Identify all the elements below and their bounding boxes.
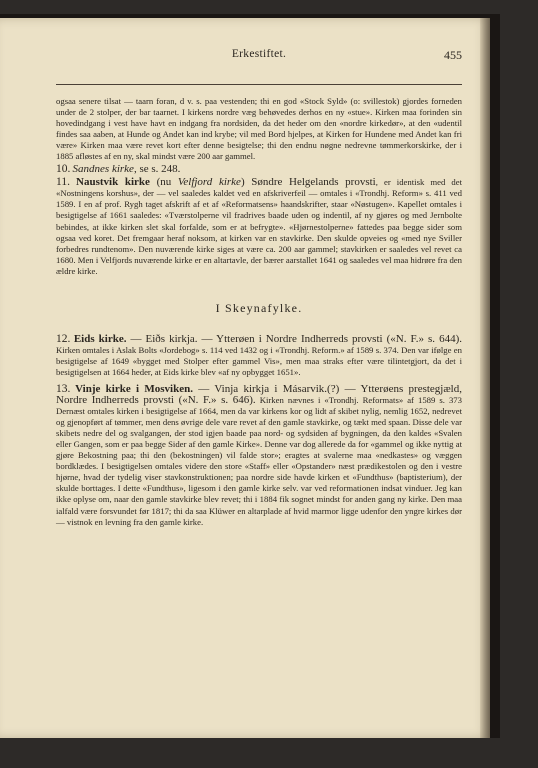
- church-alt-name: Velfjord kirke: [177, 176, 241, 189]
- entry-reference: , se s. 248.: [133, 163, 181, 176]
- entry-12: [56, 334, 462, 378]
- entry-body: Kirken omtales i Aslak Bolts «Jordebog» s. 114 ved 1432 og i «Trondhj. Reform.» af 1589 s. 374. Den var ifølge en besigtigelse af 1649 «bygget med Stolper efter gammel Vis», men maa straks efter være tilintetgjort, da det i besigtigelsen at 1664 heder, at Eids kirke blev «af ny opbygget 1651».: [56, 344, 462, 377]
- church-name: Vinje kirke i Mosviken.: [75, 382, 193, 395]
- entry-number: 13.: [56, 382, 71, 395]
- header-rule: [56, 84, 462, 85]
- page-spine-shadow: [480, 18, 490, 738]
- entry-paren-open: (nu: [149, 176, 178, 189]
- entry-10: [56, 164, 462, 175]
- body-text: [56, 96, 462, 528]
- church-name: Eids kirke.: [73, 332, 127, 345]
- section-title: I Skeynafylke.: [215, 300, 303, 315]
- running-title: Erkestiftet.: [231, 48, 287, 60]
- church-name: Sandnes kirke: [72, 163, 134, 176]
- page-number: 455: [444, 48, 462, 62]
- entry-number: 12.: [56, 332, 71, 345]
- paragraph-continuation: ogsaa senere tilsat — taarn foran, d v. s. paa vestenden; thi en god «Stock Syld» (o: svillestok) gjordes forneden under de 2 stolper, der bar taarnet. I kirkens nordre væg behøvedes derhos en ny «stue». Kirken maa forinden sin hovedindgang i vest have havt en indgang fra nordsiden, da det heder om den «nordre kirkedør», at den «udentil findes saa aaben, at Hunde og Andet kan ind krybe; vil med Bord hjelpes, at Kirken for Hundene med Andet kan fri være» Kirken maa være revet kort efter denne besigtelse; thi den endnu nøgne nedrevne tømmerkorskirke, der i 1885 afløstes af en ny, skal mindst være 200 aar gammel.: [56, 96, 462, 162]
- entry-provsti: ) Søndre Helgelands provsti: [240, 176, 376, 189]
- entry-body: Kirken nævnes i «Trondhj. Reformats» af 1589 s. 373 Dernæst omtales kirken i besigtigelse af 1664, men da var kirkens kor og lidt af skibet nylig, nemlig 1652, nedrevet og gjenopført af tømmer, men dens øvrige dele vare revet af den gamle stavkirke, og tækt med spaan. Disse dele var skibets nedre del og svalgangen, der stod igjen baade paa nord- og sydsiden af bygningen, da den kaldes «Svalen eller Gangen, som er paa begge Sider af den gamle Kirke». Denne var dog allerede da for «gammel og ikke nyttig at gjøre Bekostning paa; thi den (bekostningen) vil falde stor»; eragtes at svalerne maa «nedkastes» og væggen bordklædes. I besigtigelsen omtales videre den store «Staff» eller «Opstander» næst prædikestolen og den i vestre hjørne, hvad der tydelig viser stavkonstruktionen; paa nordre side havde kirken et «Fundthus» (baptisterium), der skulde borttages. I dette «Fundthus», ligesom i den gamle kirke selv. var ved reformationen indsat vinduer. Jeg kan ikke oplyse om, naar den gamle stavkirke blev revet; thi i 1884 fik sognet mindst for anden gang ny kirke. Den maa ialfald være forsvundet før 1817; thi da saa Klüwer en altarplade af hvid marmor ligge udenfor den yngre kirkes dør — vistnok en levning fra den gamle kirke.: [56, 395, 462, 527]
- church-name: Naustvik kirke: [76, 176, 150, 189]
- entry-heading-rest: — Vinja kirkja i Másarvik.(?) — Ytterøens prestegjæld, Nordre Indherreds provsti («N. F.» s. 646).: [56, 382, 462, 407]
- entry-number: 11.: [56, 176, 70, 189]
- entry-heading-rest: — Eiðs kirkja. — Ytterøen i Nordre Indherreds provsti («N. F.» s. 644).: [126, 332, 462, 345]
- entry-number: 10.: [56, 163, 71, 176]
- entry-body: , er identisk med det «Nostningens korshus», der — vel saaledes kaldet ved en afskriverfeil — omtales i «Trondhj. Reform» s. 411 ved 1589. I en af prof. Rygh taget afskrift af et af «Reformatsens» haandskrifter, staar «Nøstugen». Kapellet omtales i besigtigelse af 1661 saaledes: «Tværstolperne vil fradrives baade uden og indentil, af ny gjøres og med Jernbolte bebindes, at ikke kirken slet skal forfalde, som er at befrygte». «Hjørnestolperne» fattedes paa begge sider som ogsaa ved koret. Det fremgaar heraf noksom, at kirken var en stavkirke. Den skulde opveies og «med nye Sviller forbedres rundtenom». Den nuværende kirke siges at være ca. 200 aar gammel; stavkirken er saaledes vel revet ca 1680. Men i Velfjords nuværende kirke er en altartavle, der bærer aarstallet 1641 og saaledes vel maa hidrøre fra den ældre kirke.: [56, 177, 462, 276]
- entry-11: [56, 177, 462, 276]
- entry-13: [56, 384, 462, 528]
- page-header: [56, 48, 462, 66]
